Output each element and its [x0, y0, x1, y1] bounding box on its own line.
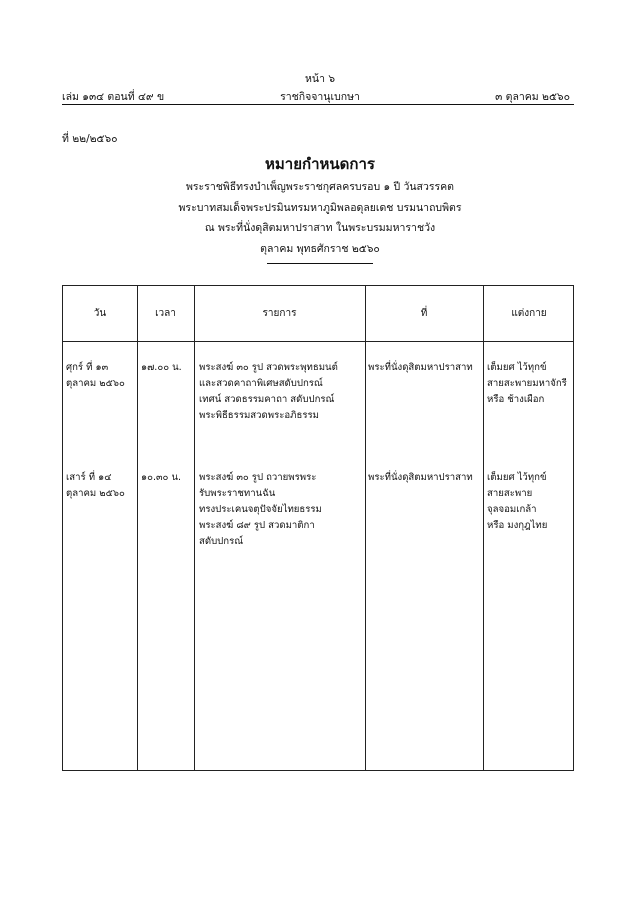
attire-line: หรือ มงกุฎไทย	[487, 520, 548, 531]
attire-line: จุลจอมเกล้า	[487, 504, 537, 515]
header-divider	[63, 341, 573, 342]
table-row-1-time	[141, 360, 182, 376]
time-line: ๑๐.๓๐ น.	[141, 472, 182, 483]
day-line: ตุลาคม ๒๕๖๐	[66, 378, 125, 389]
item-line: ทรงประเคนจตุปัจจัยไทยธรรม	[199, 504, 322, 515]
place-line: พระที่นั่งดุสิตมหาปราสาท	[368, 472, 473, 483]
table-row-2-time	[141, 470, 181, 486]
table-row-1-day	[66, 360, 125, 392]
table-row-1-place	[368, 360, 473, 376]
subtitle-line-4: ตุลาคม พุทธศักราช ๒๕๖๐	[260, 243, 380, 255]
table-row-2-attire	[487, 470, 547, 534]
column-divider	[194, 286, 195, 770]
item-line: สดับปกรณ์	[199, 536, 244, 547]
item-line: พระสงฆ์ ๘๙ รูป สวดมาติกา	[199, 520, 315, 531]
subtitle-line-2: พระบาทสมเด็จพระปรมินทรมหาภูมิพลอดุลยเดช บรมนาถบพิตร	[178, 202, 462, 214]
item-line: พระสงฆ์ ๓๐ รูป สวดพระพุทธมนต์	[199, 362, 338, 373]
item-line: รับพระราชทานฉัน	[199, 488, 276, 499]
attire-line: สายสะพายมหาจักรี	[487, 378, 567, 389]
column-header-day: วัน	[93, 308, 107, 319]
table-row-2-place	[368, 470, 473, 486]
place-line: พระที่นั่งดุสิตมหาปราสาท	[368, 362, 473, 373]
gazette-name: ราชกิจจานุเบกษา	[280, 91, 360, 103]
table-row-2-items	[199, 470, 322, 550]
column-header-attire: แต่งกาย	[511, 308, 547, 319]
column-header-place: ที่	[420, 308, 428, 319]
document-title: หมายกำหนดการ	[265, 155, 375, 173]
title-rule	[267, 263, 373, 264]
attire-line: เต็มยศ ไว้ทุกข์	[487, 472, 547, 483]
table-row-1-attire	[487, 360, 567, 408]
column-divider	[137, 286, 138, 770]
column-divider	[483, 286, 484, 770]
column-header-time: เวลา	[155, 308, 176, 319]
attire-line: หรือ ช้างเผือก	[487, 394, 545, 405]
table-row-1-items	[199, 360, 338, 424]
attire-line: สายสะพาย	[487, 488, 533, 499]
header-rule	[62, 104, 574, 105]
page-number: หน้า ๖	[305, 73, 335, 85]
time-line: ๑๗.๐๐ น.	[141, 362, 182, 373]
schedule-table	[62, 285, 574, 771]
attire-line: เต็มยศ ไว้ทุกข์	[487, 362, 547, 373]
item-line: พระสงฆ์ ๓๐ รูป ถวายพรพระ	[199, 472, 317, 483]
table-row-2-day	[66, 470, 125, 502]
item-line: และสวดคาถาพิเศษสดับปกรณ์	[199, 378, 323, 389]
subtitle-line-1: พระราชพิธีทรงบำเพ็ญพระราชกุศลครบรอบ ๑ ปี วันสวรรคต	[185, 181, 454, 193]
item-line: เทศน์ สวดธรรมคาถา สดับปกรณ์	[199, 394, 335, 405]
day-line: ตุลาคม ๒๕๖๐	[66, 488, 125, 499]
document-number: ที่ ๒๒/๒๕๖๐	[62, 133, 118, 145]
item-line: พระพิธีธรรมสวดพระอภิธรรม	[199, 410, 319, 421]
publication-date: ๓ ตุลาคม ๒๕๖๐	[495, 91, 570, 103]
column-divider	[365, 286, 366, 770]
subtitle-line-3: ณ พระที่นั่งดุสิตมหาปราสาท ในพระบรมมหาราชวัง	[204, 222, 436, 234]
day-line: ศุกร์ ที่ ๑๓	[66, 362, 109, 373]
column-header-items: รายการ	[262, 308, 297, 319]
day-line: เสาร์ ที่ ๑๔	[66, 472, 112, 483]
volume-issue: เล่ม ๑๓๔ ตอนที่ ๔๙ ข	[62, 91, 165, 103]
